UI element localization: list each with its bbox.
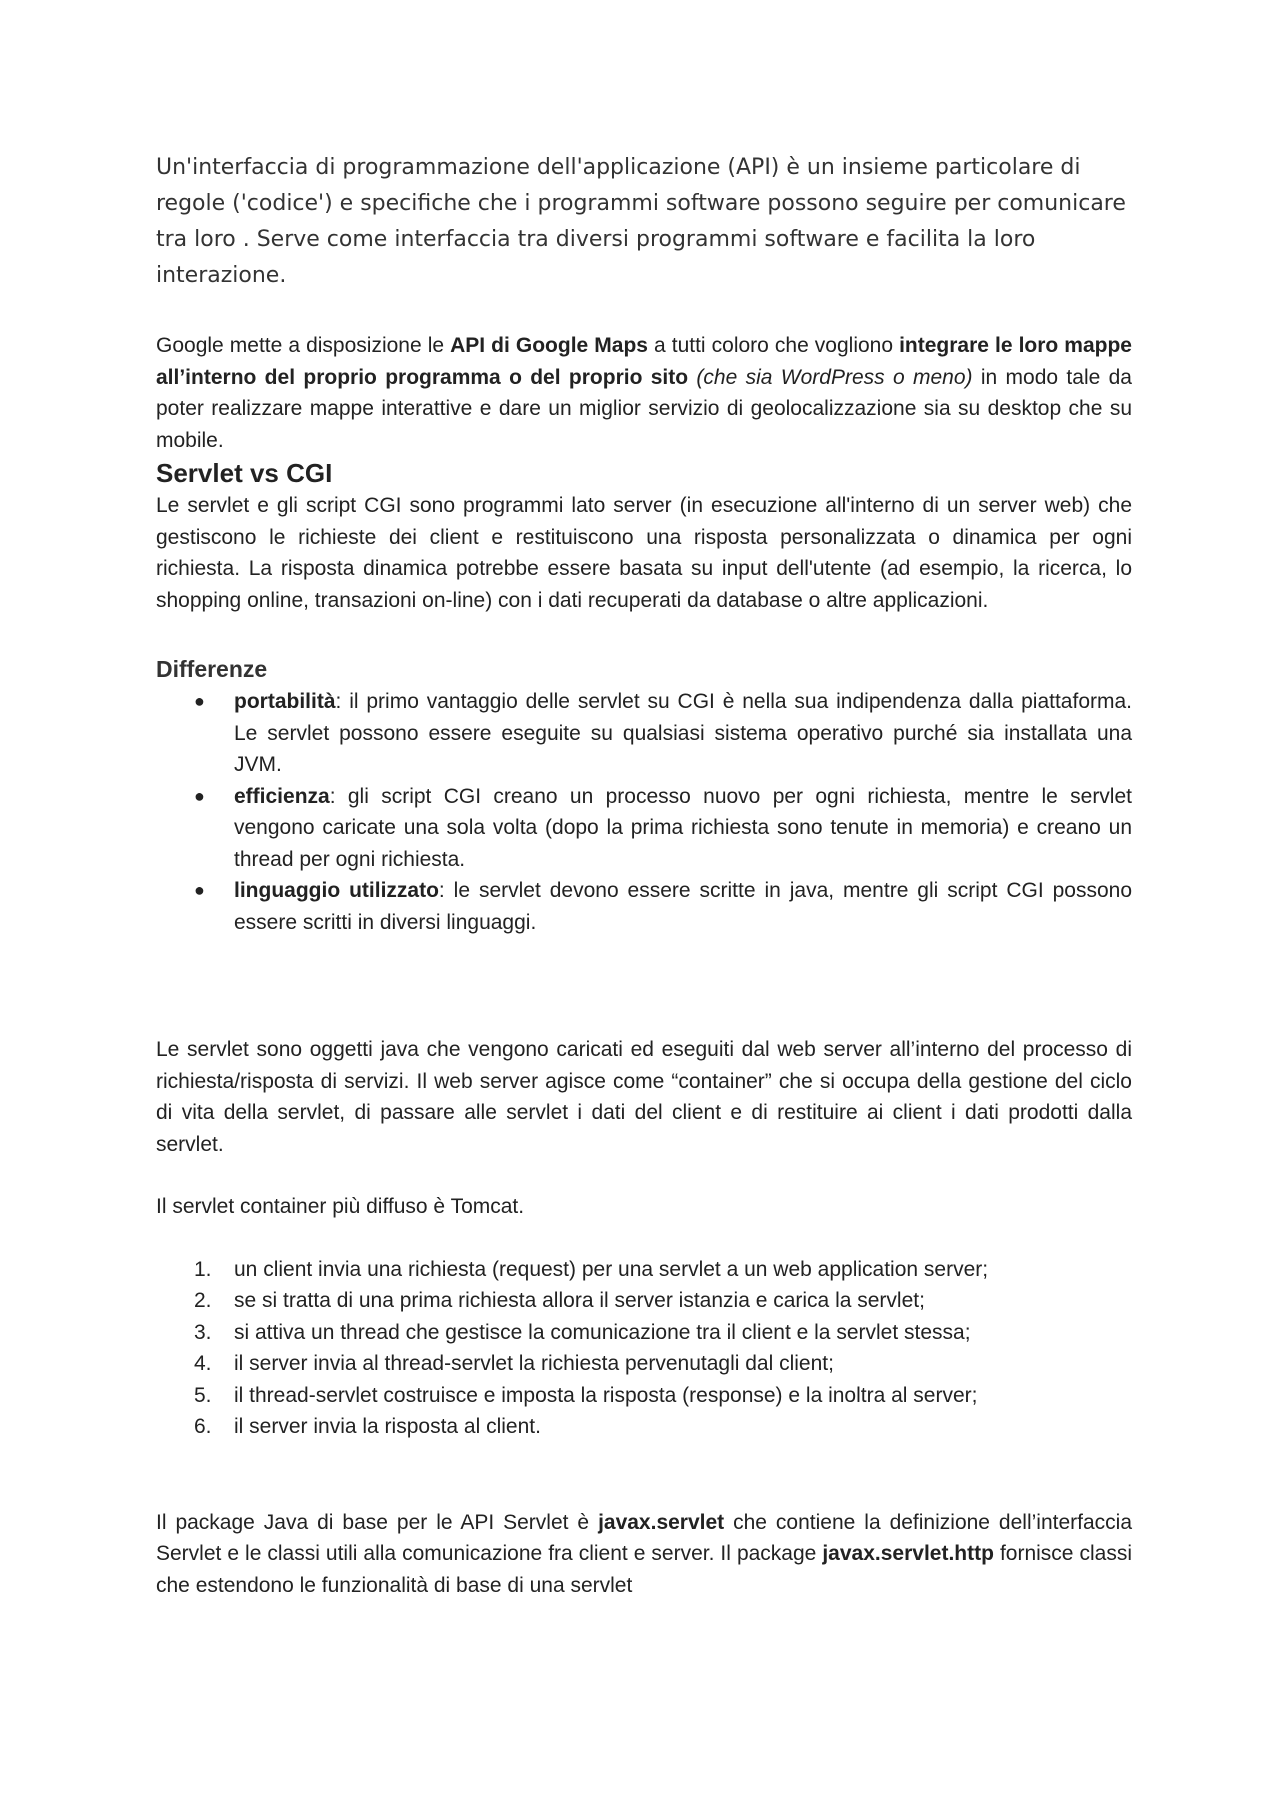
list-item — [156, 1348, 1132, 1380]
api-intro-paragraph: Un'interfaccia di programmazione dell'applicazione (API) è un insieme particolare di regole ('codice') e specifiche che i programmi software possono seguire per comunicare tra loro . Serve come interfaccia tra diversi programmi software e facilita la loro interazione. — [156, 155, 1126, 288]
list-item-number: 4. — [194, 1352, 212, 1375]
servlet-vs-cgi-heading: Servlet vs CGI — [156, 458, 333, 488]
list-item-term: efficienza — [234, 784, 330, 808]
differenze-heading: Differenze — [156, 656, 268, 682]
bullet-icon: ● — [194, 691, 205, 711]
list-item — [156, 686, 1132, 781]
list-item — [156, 1285, 1132, 1317]
list-item-number: 3. — [194, 1320, 212, 1344]
package-bold-javax-servlet-http: javax.servlet.http — [822, 1542, 994, 1565]
list-item — [156, 1411, 1132, 1443]
list-item-text: il thread-servlet costruisce e imposta la risposta (response) e la inoltra al server; — [234, 1383, 978, 1407]
package-text-3: fornisce classi che estendono le funzionalità di base di una servlet — [156, 1542, 1132, 1597]
list-item-text: se si tratta di una prima richiesta allora il server istanzia e carica la servlet; — [234, 1289, 925, 1312]
list-item-text: : le servlet devono essere scritte in java, mentre gli script CGI possono essere scritti in diversi linguaggi. — [234, 879, 1132, 934]
list-item — [156, 1380, 1132, 1412]
google-bold-api: API di Google Maps — [450, 334, 648, 357]
servlet-description-paragraph: Le servlet sono oggetti java che vengono caricati ed eseguiti dal web server all’interno del processo di richiesta/risposta di servizi. Il web server agisce come “container” che si occupa della gestione del ciclo di vita della servlet, di passare alle servlet i dati del client e di restituire ai client i dati prodotti dalla servlet. — [156, 1038, 1132, 1156]
package-text-2: che contiene la definizione dell’interfaccia Servlet e le classi utili alla comunicazione fra client e server. Il package — [156, 1510, 1132, 1565]
bullet-icon: ● — [194, 785, 205, 806]
package-bold-javax-servlet: javax.servlet — [598, 1510, 725, 1534]
list-item-number: 6. — [194, 1415, 212, 1438]
list-item-text: : gli script CGI creano un processo nuovo per ogni richiesta, mentre le servlet vengono caricate una sola volta (dopo la prima richiesta sono tenute in memoria) e creano un thread per ogni richiesta. — [234, 784, 1132, 871]
list-item-number: 2. — [194, 1289, 212, 1312]
list-item — [156, 1254, 1132, 1286]
google-bold-integrate: integrare le loro mappe all’interno del proprio programma o del proprio sito — [156, 334, 1132, 389]
tomcat-paragraph: Il servlet container più diffuso è Tomcat. — [156, 1195, 525, 1218]
package-paragraph — [156, 1507, 1132, 1602]
servlet-vs-cgi-paragraph: Le servlet e gli script CGI sono programmi lato server (in esecuzione all'interno di un server web) che gestiscono le richieste dei client e restituiscono una risposta personalizzata o dinamica per ogni richiesta. La risposta dinamica potrebbe essere basata su input dell'utente (ad esempio, la ricerca, lo shopping online, transazioni on-line) con i dati recuperati da database o altre applicazioni. — [156, 494, 1132, 612]
list-item — [156, 875, 1132, 938]
google-italic-wordpress: (che sia WordPress o meno) — [696, 365, 973, 389]
list-item — [156, 1317, 1132, 1349]
list-item-number: 5. — [194, 1383, 212, 1407]
package-text-1: Il package Java di base per le API Servlet è — [156, 1510, 599, 1534]
list-item-term: linguaggio utilizzato — [234, 879, 439, 902]
list-item-text: : il primo vantaggio delle servlet su CGI è nella sua indipendenza dalla piattaforma. Le servlet possono essere eseguite su qualsiasi sistema operativo purché sia installata una JVM. — [234, 690, 1132, 776]
list-item-term: portabilità — [234, 690, 336, 713]
google-text-1: Google mette a disposizione le — [156, 334, 451, 357]
servlet-steps-list — [156, 1254, 1132, 1443]
bullet-icon: ● — [194, 880, 205, 900]
list-item — [156, 781, 1132, 876]
list-item-text: si attiva un thread che gestisce la comunicazione tra il client e la servlet stessa; — [234, 1320, 971, 1344]
google-maps-paragraph — [156, 330, 1132, 456]
list-item-number: 1. — [194, 1257, 212, 1281]
google-text-2: a tutti coloro che vogliono — [647, 334, 900, 357]
document-page — [156, 150, 1132, 1601]
list-item-text: un client invia una richiesta (request) per una servlet a un web application server; — [234, 1257, 989, 1281]
differenze-list — [156, 686, 1132, 938]
google-text-4: in modo tale da poter realizzare mappe interattive e dare un miglior servizio di geolocalizzazione sia su desktop che su mobile. — [156, 365, 1132, 452]
list-item-text: il server invia al thread-servlet la richiesta pervenutagli dal client; — [234, 1352, 834, 1375]
list-item-text: il server invia la risposta al client. — [234, 1415, 541, 1438]
